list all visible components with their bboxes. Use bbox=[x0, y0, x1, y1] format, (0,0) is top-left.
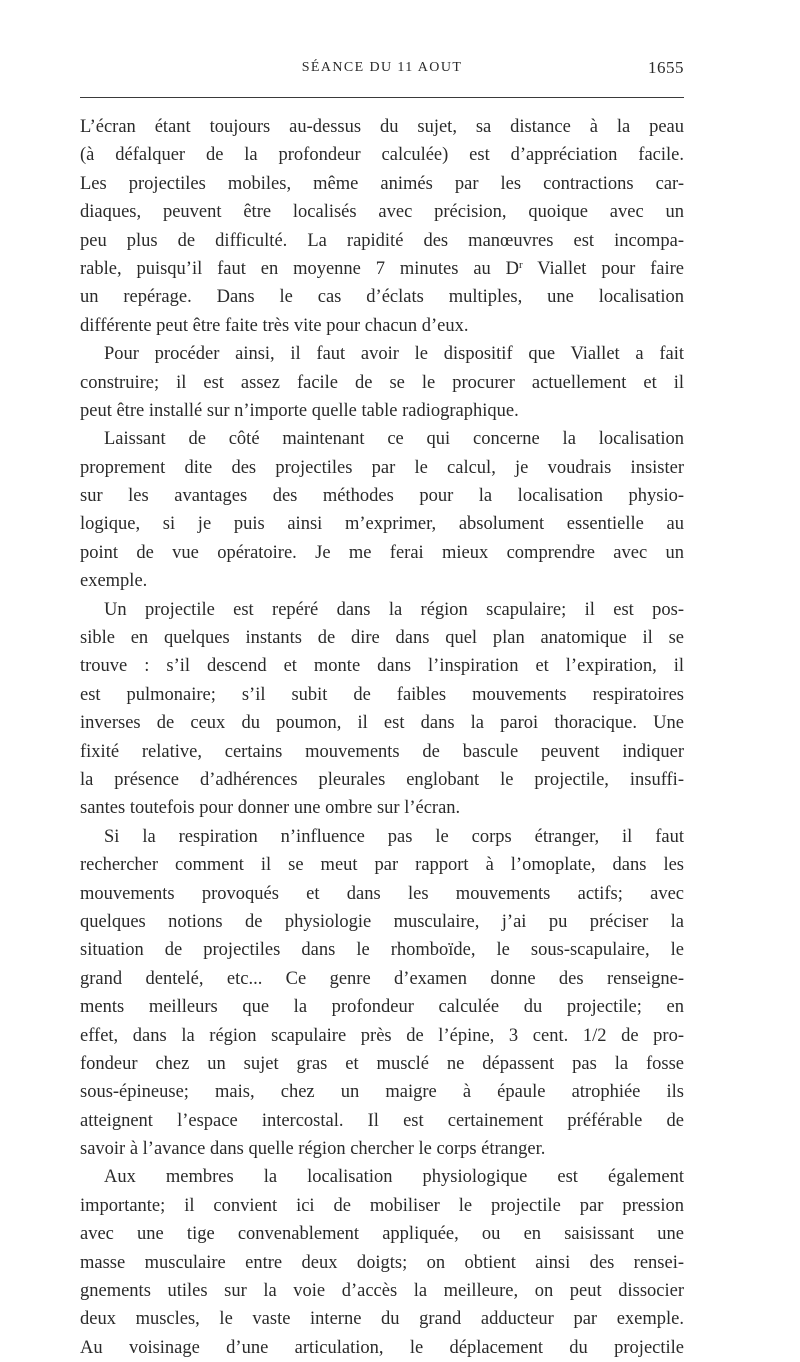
text-line: Les projectiles mobiles, même animés par les contractions car- bbox=[80, 173, 684, 194]
text-line: mouvements provoqués et dans les mouvements actifs; avec bbox=[80, 883, 684, 904]
text-line: peu plus de difficulté. La rapidité des manœuvres est incompa- bbox=[80, 230, 684, 251]
text-line: la présence d’adhérences pleurales englobant le projectile, insuffi- bbox=[80, 769, 684, 790]
text-line: point de vue opératoire. Je me ferai mieux comprendre avec un bbox=[80, 542, 684, 563]
text-line: différente peut être faite très vite pour chacun d’eux. bbox=[80, 315, 469, 336]
text-line: fixité relative, certains mouvements de bascule peuvent indiquer bbox=[80, 741, 684, 762]
text-line: un repérage. Dans le cas d’éclats multiples, une localisation bbox=[80, 287, 684, 308]
text-line bbox=[80, 255, 684, 283]
page-number: 1655 bbox=[648, 58, 684, 77]
text-line: Pour procéder ainsi, il faut avoir le dispositif que Viallet a fait bbox=[104, 344, 684, 365]
text-line: logique, si je puis ainsi m’exprimer, absolument essentielle au bbox=[80, 514, 684, 535]
text-line: quelques notions de physiologie musculaire, j’ai pu préciser la bbox=[80, 911, 684, 932]
running-title: SÉANCE DU 11 AOUT bbox=[301, 60, 463, 75]
text-line: est pulmonaire; s’il subit de faibles mouvements respiratoires bbox=[80, 684, 684, 705]
text-line: Aux membres la localisation physiologique est également bbox=[104, 1167, 684, 1188]
text-line: fondeur chez un sujet gras et musclé ne dépassent pas la fosse bbox=[80, 1053, 684, 1074]
body-text bbox=[80, 113, 684, 1362]
text-line: importante; il convient ici de mobiliser le projectile par pression bbox=[80, 1195, 684, 1216]
text-line: santes toutefois pour donner une ombre sur l’écran. bbox=[80, 798, 461, 819]
text-line: sible en quelques instants de dire dans quel plan anatomique il se bbox=[80, 628, 684, 649]
text-line: grand dentelé, etc... Ce genre d’examen donne des renseigne- bbox=[80, 968, 684, 989]
text-line: savoir à l’avance dans quelle région chercher le corps étranger. bbox=[80, 1139, 546, 1160]
text-line: rechercher comment il se meut par rapport à l’omoplate, dans les bbox=[80, 855, 684, 876]
text-line: masse musculaire entre deux doigts; on obtient ainsi des rensei- bbox=[80, 1252, 684, 1273]
text-line: deux muscles, le vaste interne du grand adducteur par exemple. bbox=[80, 1309, 684, 1330]
text-line: L’écran étant toujours au-dessus du sujet, sa distance à la peau bbox=[80, 117, 684, 137]
text-line: inverses de ceux du poumon, il est dans la paroi thoracique. Une bbox=[80, 713, 684, 734]
text-line: peut être installé sur n’importe quelle table radiographique. bbox=[80, 400, 519, 421]
header-rule bbox=[80, 97, 684, 98]
text-line: sur les avantages des méthodes pour la localisation physio- bbox=[80, 486, 684, 507]
superscript: r bbox=[519, 258, 523, 271]
running-header bbox=[80, 58, 684, 82]
text-line: exemple. bbox=[80, 571, 148, 592]
text-line: situation de projectiles dans le rhomboïde, le sous-scapulaire, le bbox=[80, 940, 684, 961]
text-line: diaques, peuvent être localisés avec précision, quoique avec un bbox=[80, 202, 684, 223]
text-line: ments meilleurs que la profondeur calculée du projectile; en bbox=[80, 997, 684, 1018]
text-line: (à défalquer de la profondeur calculée) est d’appréciation facile. bbox=[80, 145, 684, 166]
text-line: avec une tige convenablement appliquée, ou en saisissant une bbox=[80, 1224, 684, 1245]
text-line-part: rable, puisqu’il faut en moyenne 7 minutes au D bbox=[80, 258, 520, 279]
text-line: construire; il est assez facile de se le procurer actuellement et il bbox=[80, 372, 684, 393]
text-line: Un projectile est repéré dans la région scapulaire; il est pos- bbox=[104, 599, 684, 620]
text-line: Laissant de côté maintenant ce qui concerne la localisation bbox=[104, 429, 684, 450]
text-line: sous-épineuse; mais, chez un maigre à épaule atrophiée ils bbox=[80, 1082, 684, 1103]
text-line: atteignent l’espace intercostal. Il est certainement préférable de bbox=[80, 1110, 684, 1131]
text-line: effet, dans la région scapulaire près de l’épine, 3 cent. 1/2 de pro- bbox=[80, 1025, 684, 1046]
text-line-part: Viallet pour faire bbox=[522, 258, 684, 279]
text-line: proprement dite des projectiles par le calcul, je voudrais insister bbox=[80, 457, 684, 478]
text-line: gnements utiles sur la voie d’accès la meilleure, on peut dissocier bbox=[80, 1281, 684, 1302]
text-line: trouve : s’il descend et monte dans l’inspiration et l’expiration, il bbox=[80, 656, 684, 677]
text-line: Au voisinage d’une articulation, le déplacement du projectile bbox=[80, 1337, 684, 1358]
text-line: Si la respiration n’influence pas le corps étranger, il faut bbox=[104, 826, 684, 847]
